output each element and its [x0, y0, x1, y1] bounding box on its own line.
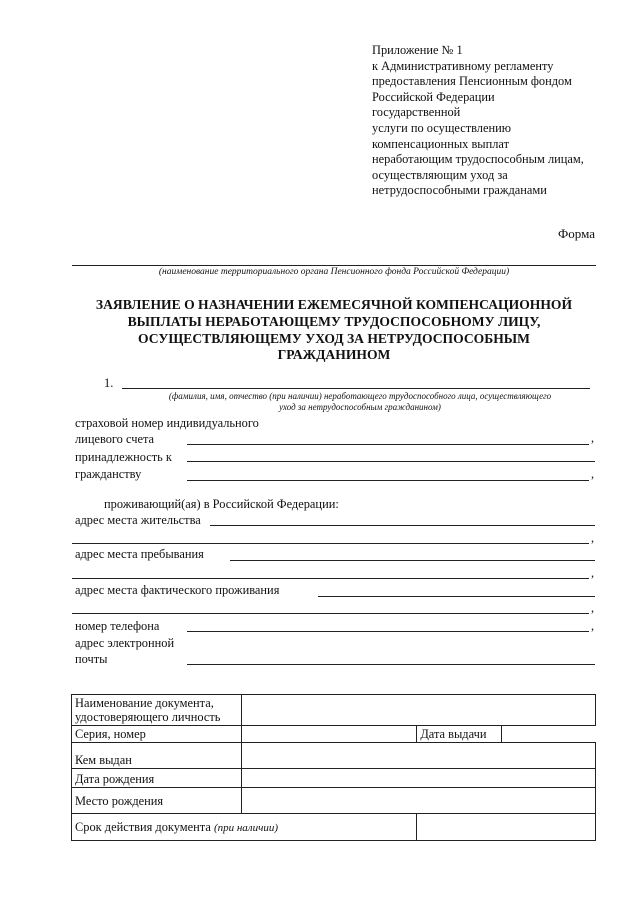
comma: , [591, 431, 595, 445]
doc-name-label-line: удостоверяющего личность [75, 710, 221, 724]
email-label: адрес электронной [75, 636, 175, 650]
citizenship-label-2: гражданству [75, 467, 142, 481]
issued-by-label: Кем выдан [72, 743, 242, 769]
appendix-header [372, 43, 634, 199]
doc-name-label [72, 695, 242, 726]
phone-field[interactable] [187, 631, 589, 632]
title-line: ЗАЯВЛЕНИЕ О НАЗНАЧЕНИИ ЕЖЕМЕСЯЧНОЙ КОМПЕНСАЦИОННОЙ [95, 297, 573, 312]
identity-document-table [71, 694, 596, 841]
citizenship-field[interactable] [187, 461, 595, 462]
snils-label-2: лицевого счета [75, 432, 155, 446]
doc-name-label-line: Наименование документа, [75, 696, 214, 710]
appendix-line: компенсационных выплат [372, 136, 510, 151]
snils-field[interactable] [187, 444, 589, 445]
residence-address-field-2[interactable] [72, 543, 589, 544]
comma: , [591, 467, 595, 481]
table-row [72, 726, 596, 743]
snils-label: страховой номер индивидуального [75, 416, 259, 430]
actual-address-label: адрес места фактического проживания [75, 583, 280, 597]
actual-address-field-2[interactable] [72, 613, 589, 614]
title-line: ВЫПЛАТЫ НЕРАБОТАЮЩЕМУ ТРУДОСПОСОБНОМУ ЛИЦУ, [127, 313, 541, 329]
issue-date-label: Дата выдачи [417, 726, 502, 743]
fio-caption-line: (фамилия, имя, отчество (при наличии) неработающего трудоспособного лица, осуществляющего [168, 391, 552, 401]
birth-place-field[interactable] [241, 788, 595, 814]
fio-caption-line: уход за нетрудоспособным гражданином) [279, 402, 441, 412]
birth-date-field[interactable] [241, 769, 595, 788]
table-row [72, 814, 596, 841]
series-label: Серия, номер [72, 726, 242, 743]
table-row [72, 788, 596, 814]
issue-date-field[interactable] [502, 726, 596, 743]
residence-address-label: адрес места жительства [75, 513, 201, 527]
actual-address-field[interactable] [318, 596, 595, 597]
validity-label-text: Срок действия документа [75, 819, 211, 834]
item-number: 1. [104, 376, 114, 390]
appendix-line: услуги по осуществлению [372, 120, 511, 135]
phone-label: номер телефона [75, 619, 160, 633]
stay-address-field[interactable] [230, 560, 595, 561]
validity-field[interactable] [417, 814, 596, 841]
birth-date-label: Дата рождения [72, 769, 242, 788]
residence-address-field[interactable] [210, 525, 595, 526]
email-field[interactable] [187, 664, 595, 665]
doc-name-field[interactable] [241, 695, 595, 726]
comma: , [591, 531, 595, 545]
org-caption: (наименование территориального органа Пенсионного фонда Российской Федерации) [158, 267, 510, 277]
residing-label: проживающий(ая) в Российской Федерации: [104, 497, 339, 511]
comma: , [591, 566, 595, 580]
page-title [72, 297, 596, 364]
stay-address-label: адрес места пребывания [75, 547, 204, 561]
appendix-line: государственной [372, 105, 461, 120]
fio-field[interactable] [122, 388, 590, 389]
org-name-field[interactable] [72, 265, 596, 266]
table-row [72, 743, 596, 769]
birth-place-label: Место рождения [72, 788, 242, 814]
citizenship-label: принадлежность к [75, 450, 172, 464]
fio-caption [100, 391, 620, 413]
form-label: Форма [558, 226, 595, 241]
validity-note: (при наличии) [213, 821, 279, 834]
validity-label [72, 814, 417, 841]
appendix-line: предоставления Пенсионным фондом [372, 74, 572, 89]
issued-by-field[interactable] [241, 743, 595, 769]
title-line: ГРАЖДАНИНОМ [277, 347, 391, 363]
appendix-line: неработающим трудоспособным лицам, [372, 152, 584, 167]
comma: , [591, 601, 595, 615]
stay-address-field-2[interactable] [72, 578, 589, 579]
appendix-line: к Административному регламенту [372, 58, 554, 73]
title-line: ОСУЩЕСТВЛЯЮЩЕМУ УХОД ЗА НЕТРУДОСПОСОБНЫМ [137, 330, 530, 346]
citizenship-field-2[interactable] [187, 480, 589, 481]
appendix-line: нетрудоспособными гражданами [372, 183, 547, 198]
comma: , [591, 619, 595, 633]
table-row [72, 769, 596, 788]
email-label-2: почты [75, 652, 108, 666]
series-field[interactable] [241, 726, 417, 743]
table-row [72, 695, 596, 726]
appendix-line: Российской Федерации [372, 89, 495, 104]
appendix-line: осуществляющим уход за [372, 167, 508, 182]
appendix-line: Приложение № 1 [372, 43, 463, 57]
